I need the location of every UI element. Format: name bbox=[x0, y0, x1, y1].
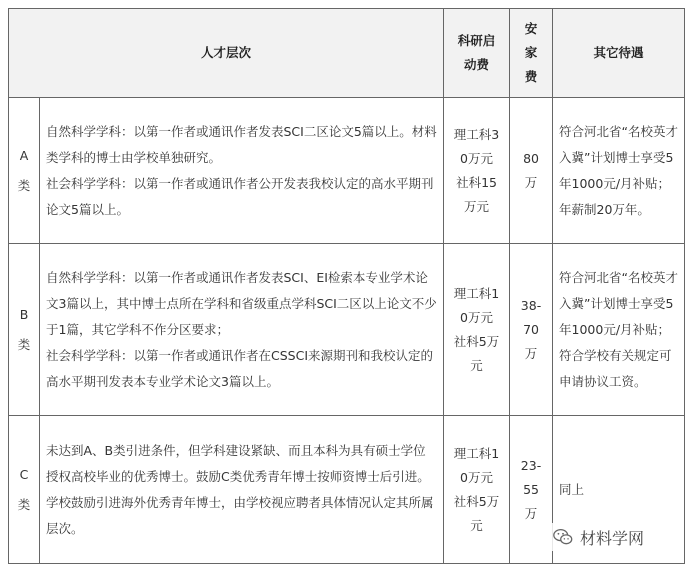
wechat-icon bbox=[552, 526, 574, 548]
header-row bbox=[9, 9, 685, 98]
settlement-cell: 80 万 bbox=[510, 98, 553, 244]
header-research-fund: 科研启 动费 bbox=[444, 9, 510, 98]
table-row-a bbox=[9, 98, 685, 244]
category-cell: B 类 bbox=[9, 244, 40, 416]
header-level: 人才层次 bbox=[9, 9, 444, 98]
category-cell: C 类 bbox=[9, 416, 40, 564]
description-cell: 自然科学学科：以第一作者或通讯作者发表SCI二区论文5篇以上。材料类学科的博士由学校单独研究。 社会科学学科：以第一作者或通讯作者公开发表我校认定的高水平期刊论文5篇以上。 bbox=[40, 98, 444, 244]
description-cell: 未达到A、B类引进条件，但学科建设紧缺、而且本科为具有硕士学位授权高校毕业的优秀博士。鼓励C类优秀青年博士按师资博士后引进。 学校鼓励引进海外优秀青年博士，由学校视应聘者具体情况认定其所属层次。 bbox=[40, 416, 444, 564]
other-benefits-cell: 符合河北省“名校英才入冀”计划博士享受5年1000元/月补贴；符合学校有关规定可申请协议工资。 bbox=[553, 244, 685, 416]
other-benefits-cell: 同上 bbox=[553, 416, 685, 564]
header-other: 其它待遇 bbox=[553, 9, 685, 98]
description-cell: 自然科学学科：以第一作者或通讯作者发表SCI、EI检索本专业学术论文3篇以上，其中博士点所在学科和省级重点学科SCI二区以上论文不少于1篇，其它学科不作分区要求； 社会科学学科：以第一作者或通讯作者在CSSCI来源期刊和我校认定的高水平期刊发表本专业学术论文3篇以上。 bbox=[40, 244, 444, 416]
table-row-b bbox=[9, 244, 685, 416]
talent-table bbox=[8, 8, 685, 564]
research-fund-cell: 理工科3 0万元 社科15 万元 bbox=[444, 98, 510, 244]
settlement-cell: 23- 55 万 bbox=[510, 416, 553, 564]
watermark-text: 材料学网 bbox=[580, 528, 645, 548]
research-fund-cell: 理工科1 0万元 社科5万 元 bbox=[444, 416, 510, 564]
other-benefits-cell: 符合河北省“名校英才入冀”计划博士享受5年1000元/月补贴；年薪制20万年。 bbox=[553, 98, 685, 244]
watermark bbox=[548, 523, 648, 551]
top-strip bbox=[0, 0, 689, 4]
settlement-cell: 38- 70 万 bbox=[510, 244, 553, 416]
research-fund-cell: 理工科1 0万元 社科5万 元 bbox=[444, 244, 510, 416]
category-cell: A 类 bbox=[9, 98, 40, 244]
header-settlement: 安 家 费 bbox=[510, 9, 553, 98]
